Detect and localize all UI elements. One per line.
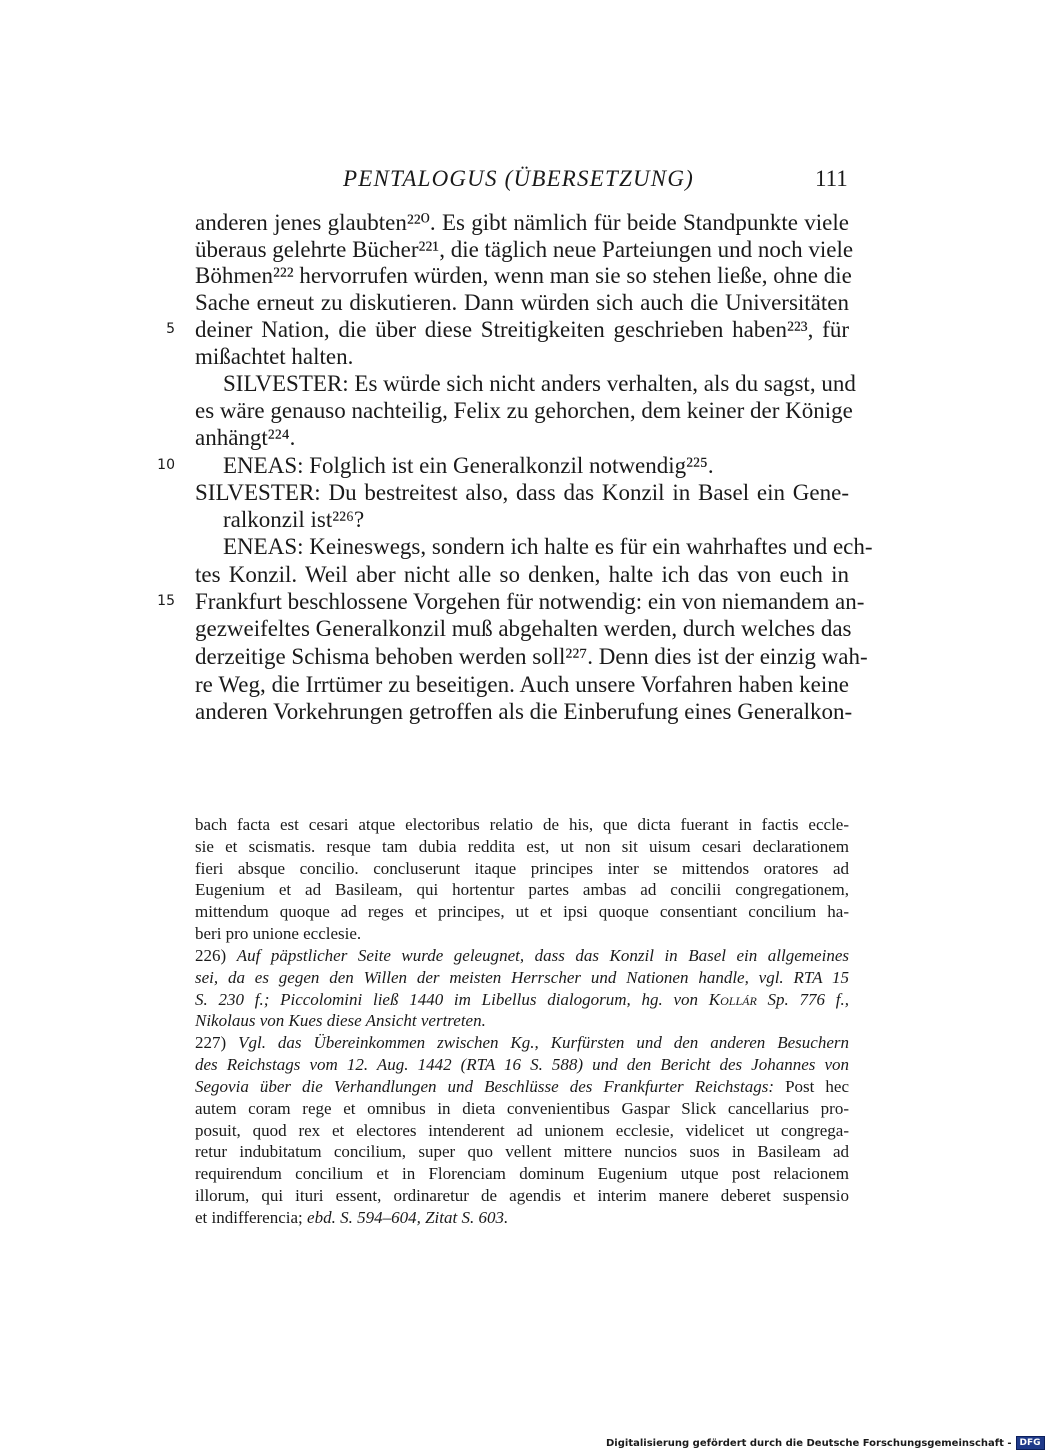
footnote-line bbox=[195, 968, 849, 988]
line-number: 10 bbox=[157, 457, 175, 473]
footnote-line bbox=[195, 1142, 849, 1162]
footnote-segment: Kollár bbox=[708, 990, 757, 1009]
footnote-line bbox=[195, 902, 849, 922]
footnote-segment: des Reichstags vom 12. Aug. 1442 (RTA 16 S. 588) und den Bericht des Johannes von bbox=[195, 1055, 849, 1074]
text-line: Böhmen²²² hervorrufen würden, wenn man sie so stehen ließe, ohne die bbox=[195, 263, 852, 288]
footnote-segment: Eugenium et ad Basileam, qui hortentur partes ambas ad concilii congregationem, bbox=[195, 880, 849, 899]
footnote-segment: requirendum concilium et in Florenciam dominum Eugenium utque post relacionem bbox=[195, 1164, 849, 1183]
text-line: Frankfurt beschlossene Vorgehen für notwendig: ein von niemandem an- bbox=[195, 589, 865, 614]
text-line: ralkonzil ist²²⁶? bbox=[223, 507, 365, 532]
footnote-segment: ebd. S. 594–604, Zitat S. 603. bbox=[307, 1208, 509, 1227]
dfg-logo: DFG bbox=[1016, 1436, 1045, 1450]
text-line: mißachtet halten. bbox=[195, 344, 354, 369]
footnote-segment: beri pro unione ecclesie. bbox=[195, 924, 362, 943]
footnote-segment: 226) bbox=[195, 946, 237, 965]
line-number: 5 bbox=[166, 321, 175, 337]
page-number: 111 bbox=[815, 166, 848, 191]
text-line: es wäre genauso nachteilig, Felix zu gehorchen, dem keiner der Könige bbox=[195, 398, 853, 423]
footnote-segment: illorum, qui ituri essent, ordinaretur de agendis et interim manere deberet suspensio bbox=[195, 1186, 849, 1205]
footnote-line bbox=[195, 1121, 849, 1141]
footnote-segment: posuit, quod rex et electores intenderent ad unionem ecclesie, videlicet ut congrega- bbox=[195, 1121, 849, 1140]
footnote-line bbox=[195, 1208, 849, 1228]
footnote-line bbox=[195, 859, 849, 879]
footnote-line bbox=[195, 815, 849, 835]
footnote-segment: Sp. 776 f., bbox=[756, 990, 849, 1009]
text-line: SILVESTER: Du bestreitest also, dass das Konzil in Basel ein Gene- bbox=[195, 480, 849, 505]
footnote-segment: bach facta est cesari atque electoribus relatio de his, que dicta fuerant in factis eccle- bbox=[195, 815, 849, 834]
footnote-line bbox=[195, 1164, 849, 1184]
footnote-segment: Segovia über die Verhandlungen und Beschlüsse des Frankfurter Reichstags: bbox=[195, 1077, 775, 1096]
text-line: gezweifeltes Generalkonzil muß abgehalten werden, durch welches das bbox=[195, 616, 852, 641]
text-line: ENEAS: Keineswegs, sondern ich halte es für ein wahrhaftes und ech- bbox=[223, 534, 873, 559]
footnote-segment: Nikolaus von Kues diese Ansicht vertreten. bbox=[195, 1011, 486, 1030]
digitization-credit bbox=[606, 1436, 1045, 1450]
footnote-line bbox=[195, 1077, 849, 1097]
footnote-segment: 227) bbox=[195, 1033, 239, 1052]
text-line: ENEAS: Folglich ist ein Generalkonzil notwendig²²⁵. bbox=[223, 453, 714, 478]
footnote-segment: retur indubitatum concilium, super quo vellent mittere nuncios suos in Basileam ad bbox=[195, 1142, 849, 1161]
footnote-line bbox=[195, 837, 849, 857]
footnote-segment: Vgl. das Übereinkommen zwischen Kg., Kurfürsten und den anderen Besuchern bbox=[238, 1033, 850, 1052]
text-line: re Weg, die Irrtümer zu beseitigen. Auch unsere Vorfahren haben keine bbox=[195, 672, 849, 697]
footnote-segment: Auf päpstlicher Seite wurde geleugnet, dass das Konzil in Basel ein allgemeines bbox=[236, 946, 849, 965]
text-line: derzeitige Schisma behoben werden soll²²⁷. Denn dies ist der einzig wah- bbox=[195, 644, 868, 669]
text-line: anderen Vorkehrungen getroffen als die Einberufung eines Generalkon- bbox=[195, 699, 853, 724]
footnote-segment: S. 230 f.; Piccolomini ließ 1440 im Libellus dialogorum, hg. von bbox=[195, 990, 709, 1009]
footnote-segment: Post hec bbox=[774, 1077, 849, 1096]
footnote-segment: et indifferencia; bbox=[195, 1208, 308, 1227]
text-line: SILVESTER: Es würde sich nicht anders verhalten, als du sagst, und bbox=[223, 371, 856, 396]
footnote-segment: sei, da es gegen den Willen der meisten Herrscher und Nationen handle, vgl. RTA 15 bbox=[195, 968, 849, 987]
text-line: anderen jenes glaubten²²⁰. Es gibt nämlich für beide Standpunkte viele bbox=[195, 210, 849, 235]
footnote-line bbox=[195, 1033, 849, 1053]
footnote-segment: fieri absque concilio. concluserunt itaque principes inter se mittendos oratores ad bbox=[195, 859, 849, 878]
text-line: Sache erneut zu diskutieren. Dann würden sich auch die Universitäten bbox=[195, 290, 849, 315]
footnote-line bbox=[195, 946, 849, 966]
footnote-line bbox=[195, 1186, 849, 1206]
text-line: überaus gelehrte Bücher²²¹, die täglich neue Parteiungen und noch viele bbox=[195, 237, 854, 262]
line-number: 15 bbox=[157, 593, 175, 609]
text-line: tes Konzil. Weil aber nicht alle so denken, halte ich das von euch in bbox=[195, 562, 849, 587]
footnote-line bbox=[195, 990, 849, 1010]
footnote-line bbox=[195, 1011, 849, 1031]
running-title: PENTALOGUS (ÜBERSETZUNG) bbox=[343, 166, 695, 191]
footnote-line bbox=[195, 1099, 849, 1119]
footnote-line bbox=[195, 1055, 849, 1075]
footnote-segment: autem coram rege et omnibus in dieta convenientibus Gaspar Slick cancellarius pro- bbox=[195, 1099, 849, 1118]
credit-text: Digitalisierung gefördert durch die Deutsche Forschungsgemeinschaft - bbox=[606, 1437, 1012, 1449]
footnote-line bbox=[195, 924, 849, 944]
footnote-segment: sie et scismatis. resque tam dubia reddita est, ut non sit uisum cesari declarationem bbox=[195, 837, 849, 856]
text-line: deiner Nation, die über diese Streitigkeiten geschrieben haben²²³, für bbox=[195, 317, 849, 342]
footnote-line bbox=[195, 880, 849, 900]
footnote-segment: mittendum quoque ad reges et principes, ut et ipsi quoque consentiant concilium ha- bbox=[195, 902, 849, 921]
text-line: anhängt²²⁴. bbox=[195, 425, 296, 450]
